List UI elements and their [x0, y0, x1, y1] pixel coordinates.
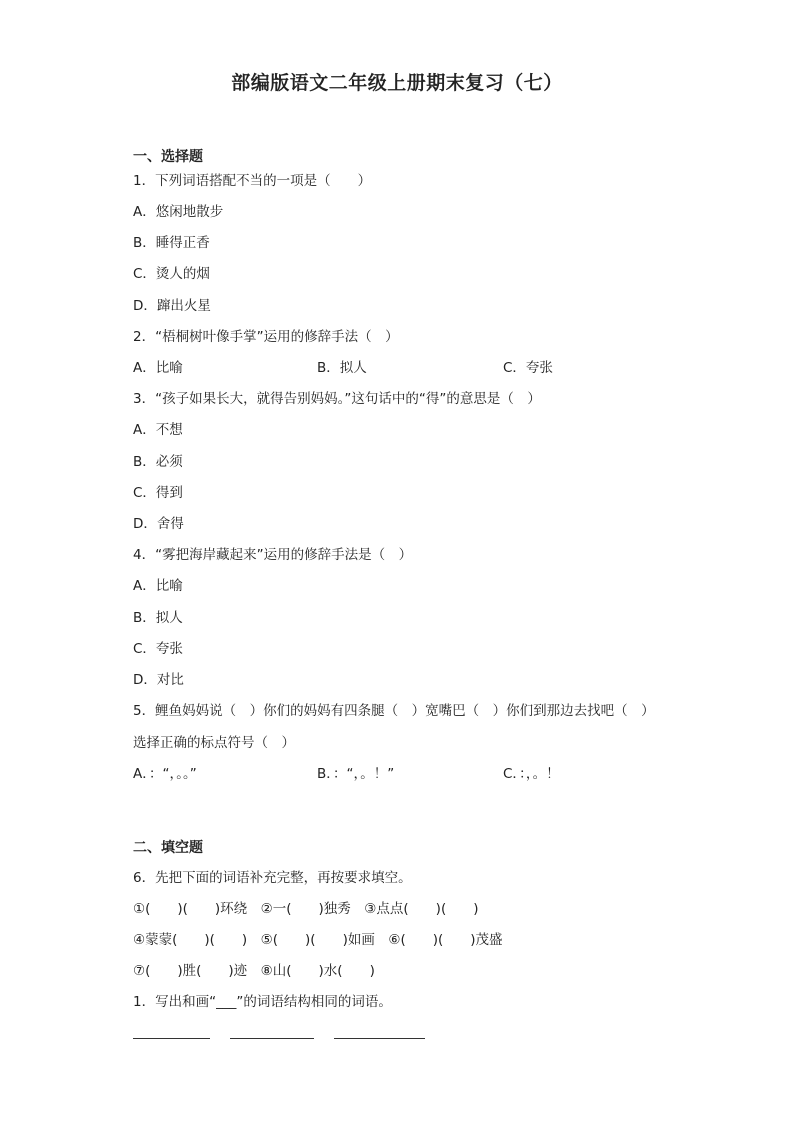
question-4-option-c[interactable]: C．夸张	[133, 641, 183, 657]
question-5-option-c[interactable]: C．：，。！	[503, 766, 560, 782]
question-2-option-b[interactable]: B．拟人	[317, 360, 367, 376]
question-1-option-b[interactable]: B．睡得正香	[133, 235, 210, 251]
question-6-row-1: ①( )( )环绕 ②一( )独秀 ③点点( )( )	[133, 901, 479, 917]
question-4-option-d[interactable]: D．对比	[133, 672, 184, 688]
question-5-option-b[interactable]: B．：“，。！”	[317, 766, 395, 782]
answer-blank-2[interactable]	[230, 1038, 314, 1039]
question-1-option-a[interactable]: A．悠闲地散步	[133, 204, 224, 220]
question-6-stem: 6．先把下面的词语补充完整，再按要求填空。	[133, 870, 412, 886]
question-4-stem: 4．“雾把海岸藏起来”运用的修辞手法是（ ）	[133, 547, 413, 563]
question-3-option-a[interactable]: A．不想	[133, 422, 183, 438]
question-3-option-d[interactable]: D．舍得	[133, 516, 184, 532]
question-5-option-a[interactable]: A．：“，。。”	[133, 766, 197, 782]
question-1-option-d[interactable]: D．蹿出火星	[133, 298, 211, 314]
question-3-option-b[interactable]: B．必须	[133, 454, 183, 470]
question-6-sub-1: 1．写出和画“___”的词语结构相同的词语。	[133, 994, 392, 1010]
question-6-row-2: ④蒙蒙( )( ) ⑤( )( )如画 ⑥( )( )茂盛	[133, 932, 503, 948]
question-4-option-a[interactable]: A．比喻	[133, 578, 183, 594]
section-heading-choice: 一、选择题	[133, 149, 203, 165]
question-2-option-c[interactable]: C．夸张	[503, 360, 553, 376]
question-1-option-c[interactable]: C．烫人的烟	[133, 266, 210, 282]
question-2-stem: 2．“梧桐树叶像手掌”运用的修辞手法（ ）	[133, 329, 399, 345]
question-6-row-3: ⑦( )胜( )迹 ⑧山( )水( )	[133, 963, 375, 979]
question-5-stem: 5．鲤鱼妈妈说（ ）你们的妈妈有四条腿（ ）宽嘴巴（ ）你们到那边去找吧（ ）	[133, 703, 655, 719]
answer-blank-1[interactable]	[133, 1038, 210, 1039]
question-2-option-a[interactable]: A．比喻	[133, 360, 183, 376]
question-5-stem-continued: 选择正确的标点符号（ ）	[133, 735, 295, 751]
page-title: 部编版语文二年级上册期末复习（七）	[231, 72, 563, 94]
question-3-option-c[interactable]: C．得到	[133, 485, 183, 501]
question-3-stem: 3．“孩子如果长大，就得告别妈妈。”这句话中的“得”的意思是（ ）	[133, 391, 541, 407]
question-4-option-b[interactable]: B．拟人	[133, 610, 183, 626]
question-1-stem: 1．下列词语搭配不当的一项是（ ）	[133, 173, 372, 189]
section-heading-fill: 二、填空题	[133, 840, 203, 856]
answer-blank-3[interactable]	[334, 1038, 425, 1039]
